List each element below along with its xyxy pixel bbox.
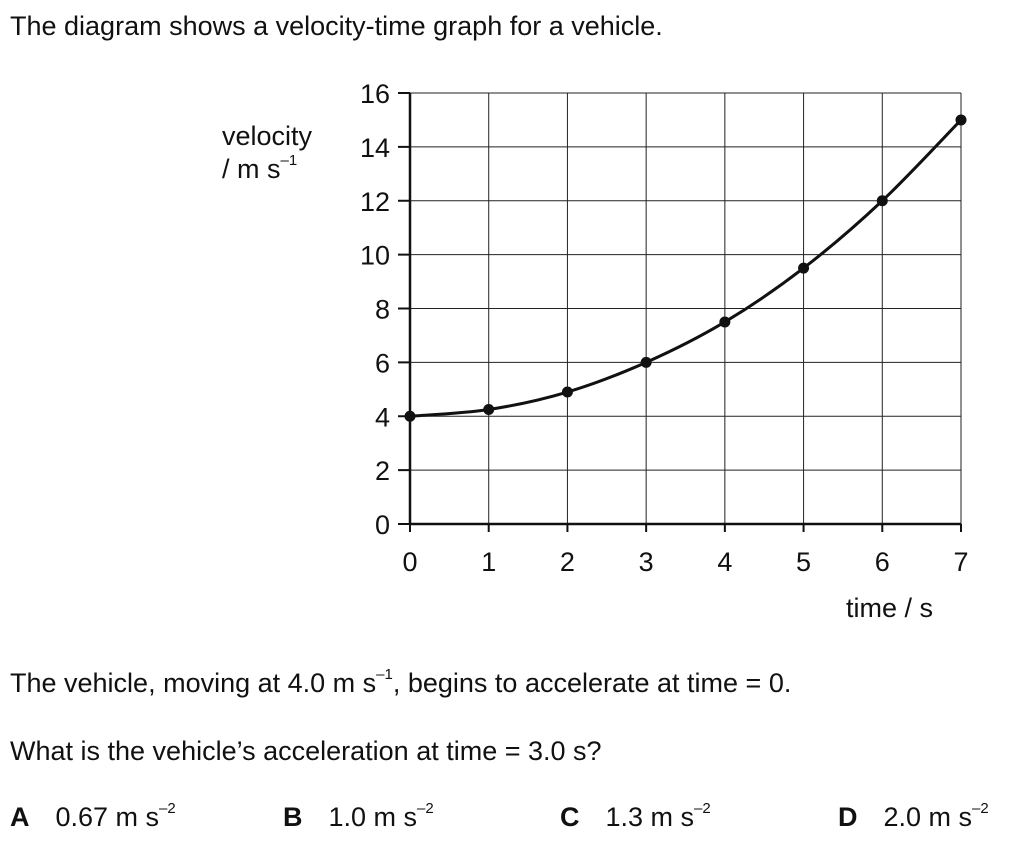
option-letter: A: [10, 802, 30, 832]
option-exponent: –2: [417, 800, 434, 817]
intro-text: The diagram shows a velocity-time graph for a vehicle.: [10, 11, 663, 41]
velocity-curve: [410, 120, 961, 416]
data-point: [483, 404, 494, 415]
y-tick-label: 8: [374, 294, 390, 325]
y-axis-unit-exponent: –1: [280, 152, 298, 169]
y-tick-label: 16: [359, 79, 390, 109]
data-point: [405, 411, 416, 422]
x-tick-label: 3: [638, 547, 654, 577]
stem-suffix: , begins to accelerate at time = 0.: [392, 668, 792, 698]
x-tick-label: 0: [402, 547, 418, 577]
option-a[interactable]: [10, 801, 176, 833]
data-point: [877, 195, 888, 206]
stem-exponent: –1: [376, 666, 393, 683]
y-tick-label: 4: [374, 402, 390, 433]
chart-grid: [410, 93, 961, 524]
option-c[interactable]: [560, 801, 711, 833]
question-stem-line1: [10, 667, 791, 699]
option-value: 2.0 m s: [883, 802, 973, 832]
option-exponent: –2: [159, 800, 176, 817]
option-value: 1.0 m s: [328, 802, 418, 832]
data-point: [956, 114, 967, 125]
x-tick-label: 7: [953, 547, 969, 577]
y-tick-label: 0: [374, 510, 390, 540]
y-tick-label: 12: [359, 186, 390, 217]
option-d[interactable]: [838, 801, 989, 833]
x-axis-label: time / s: [846, 593, 934, 623]
data-point: [798, 263, 809, 274]
x-tick-label: 2: [559, 547, 575, 577]
option-letter: C: [560, 802, 580, 832]
data-point: [641, 357, 652, 368]
y-axis-label-line2: [222, 154, 297, 184]
y-tick-label: 6: [374, 348, 390, 379]
tick-labels: [360, 79, 969, 577]
x-tick-label: 6: [874, 547, 890, 577]
option-value: 1.3 m s: [605, 802, 695, 832]
x-tick-label: 5: [796, 547, 812, 577]
y-tick-label: 2: [374, 456, 390, 487]
option-exponent: –2: [972, 800, 989, 817]
y-tick-label: 14: [359, 132, 390, 163]
x-tick-label: 4: [717, 547, 733, 577]
x-tick-label: 1: [481, 547, 497, 577]
option-letter: D: [838, 802, 858, 832]
option-letter: B: [283, 802, 303, 832]
question-stem-line2: What is the vehicle’s acceleration at time = 3.0 s?: [10, 736, 602, 766]
data-point: [562, 387, 573, 398]
option-value: 0.67 m s: [55, 802, 160, 832]
option-exponent: –2: [694, 800, 711, 817]
y-tick-label: 10: [359, 240, 390, 271]
chart-axes: [398, 93, 961, 532]
y-axis-label-line1: velocity: [222, 121, 313, 151]
y-axis-unit: / m s: [222, 154, 281, 184]
data-point: [719, 316, 730, 327]
option-b[interactable]: [283, 801, 434, 833]
stem-prefix: The vehicle, moving at 4.0 m s: [10, 668, 377, 698]
